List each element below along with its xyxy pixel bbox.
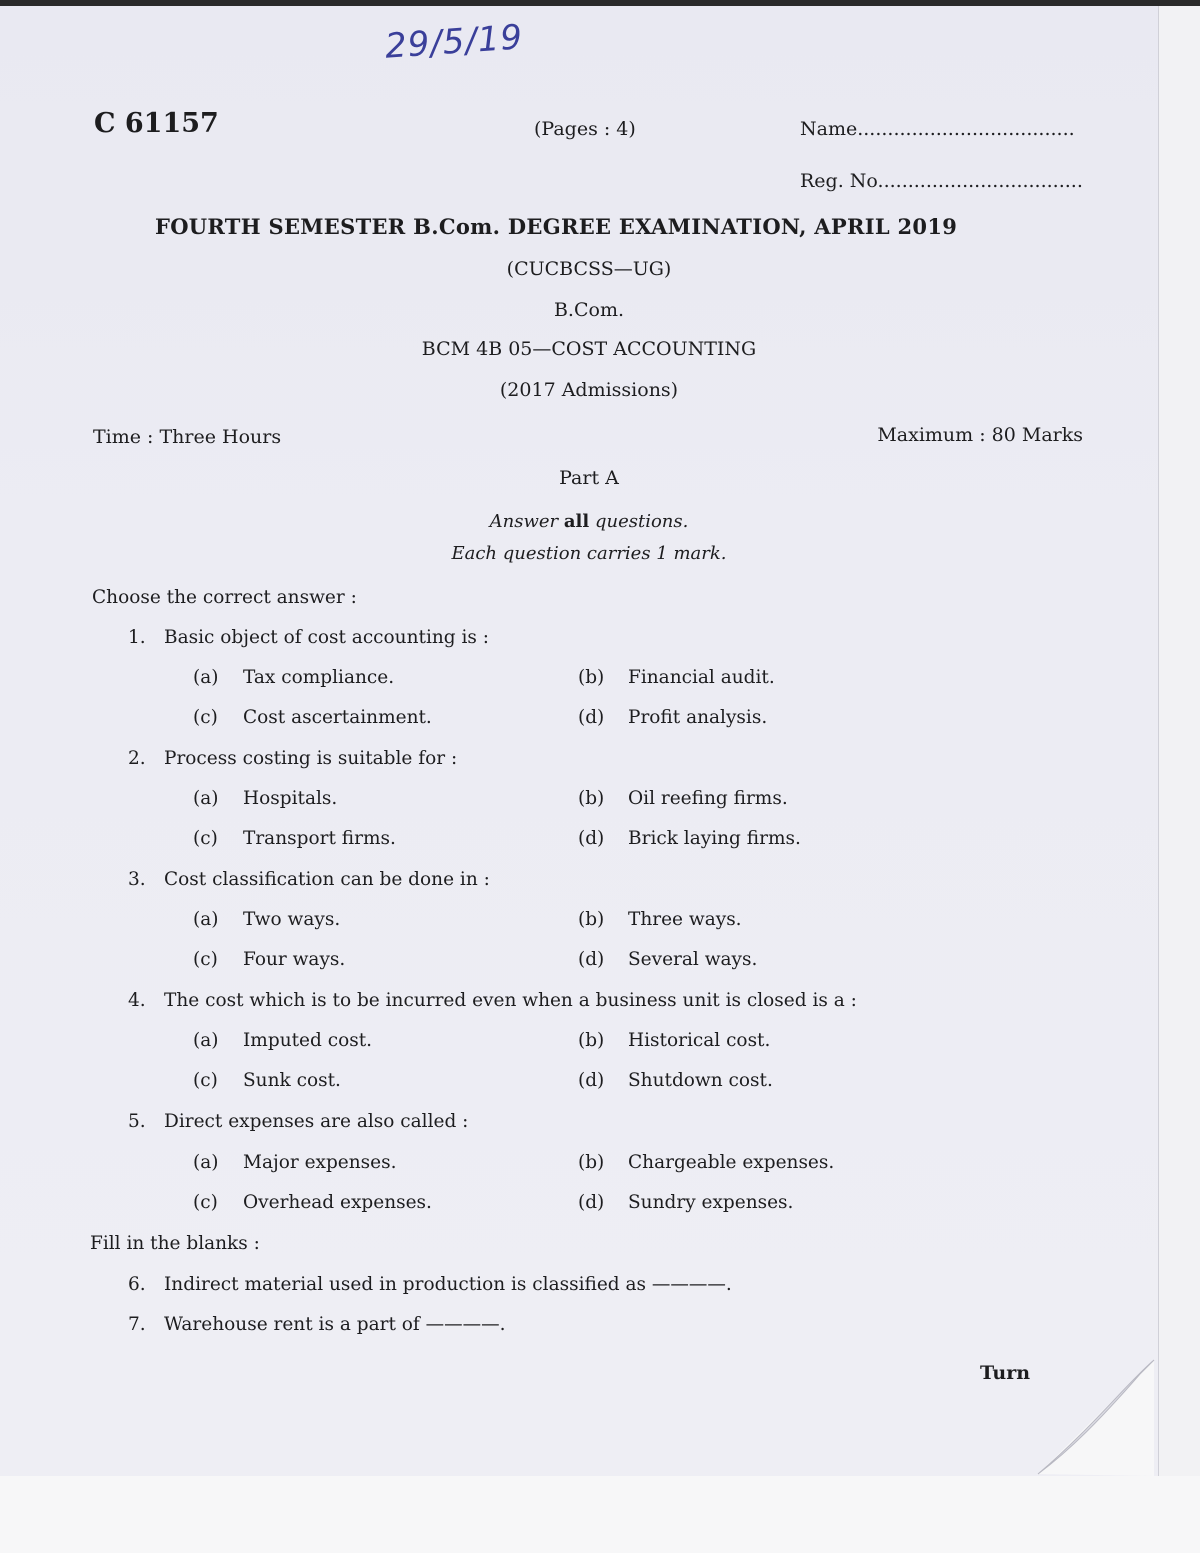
instruction-bold: all — [563, 511, 590, 532]
turn-over-label: Turn — [980, 1362, 1031, 1384]
option-text: Shutdown cost. — [628, 1070, 773, 1091]
option-text: Four ways. — [243, 949, 346, 970]
reg-no-label: Reg. No — [800, 170, 878, 192]
option-label: (a) — [193, 1030, 219, 1051]
option — [193, 828, 396, 849]
instruction-suffix: questions. — [594, 511, 689, 532]
option-text: Imputed cost. — [243, 1030, 373, 1051]
question-text: Warehouse rent is a part of ————. — [164, 1314, 506, 1335]
option — [193, 707, 432, 728]
option — [578, 1152, 834, 1173]
question-number: 6. — [128, 1274, 146, 1295]
reg-no-dots: .................................. — [877, 170, 1083, 192]
part-heading: Part A — [559, 467, 619, 489]
question-number: 7. — [128, 1314, 146, 1335]
instruction-prefix: Answer — [489, 511, 559, 532]
question-number: 1. — [128, 627, 146, 648]
question-number: 4. — [128, 990, 146, 1011]
option-label: (c) — [193, 1192, 218, 1213]
instruction-answer-all — [0, 511, 1178, 532]
option — [193, 1192, 432, 1213]
instruction-marks — [0, 543, 1178, 564]
max-marks: Maximum : 80 Marks — [877, 424, 1083, 446]
option-text: Transport firms. — [243, 828, 396, 849]
option-text: Overhead expenses. — [243, 1192, 432, 1213]
option-label: (b) — [578, 1152, 605, 1173]
handwritten-date: 29/5/19 — [383, 17, 525, 67]
option-text: Oil reefing firms. — [628, 788, 788, 809]
page-count: (Pages : 4) — [534, 118, 636, 140]
option — [578, 707, 767, 728]
question-number: 3. — [128, 869, 146, 890]
course-title: BCM 4B 05—COST ACCOUNTING — [421, 338, 757, 360]
option-text: Three ways. — [628, 909, 742, 930]
admissions: (2017 Admissions) — [499, 379, 679, 401]
choose-label: Choose the correct answer : — [92, 587, 357, 608]
option-label: (a) — [193, 1152, 219, 1173]
option-text: Profit analysis. — [628, 707, 768, 728]
option-label: (d) — [578, 828, 605, 849]
option — [193, 1152, 396, 1173]
reg-no-field — [800, 170, 1083, 192]
option — [193, 667, 394, 688]
question-text: Direct expenses are also called : — [164, 1111, 469, 1132]
option-label: (a) — [193, 667, 219, 688]
instruction-marks-text: Each question carries 1 mark. — [451, 543, 727, 564]
option — [578, 1070, 773, 1091]
option — [578, 828, 801, 849]
option-text: Two ways. — [243, 909, 341, 930]
scan-background — [0, 1476, 1200, 1553]
option — [578, 1030, 770, 1051]
name-dots: .................................... — [857, 118, 1075, 140]
option — [193, 1030, 372, 1051]
option-text: Brick laying firms. — [628, 828, 801, 849]
question-text: Indirect material used in production is classified as ————. — [164, 1274, 732, 1295]
option — [193, 909, 340, 930]
option-label: (b) — [578, 1030, 605, 1051]
page-curl-graphic — [1030, 1340, 1160, 1476]
question-number: 5. — [128, 1111, 146, 1132]
option — [578, 788, 788, 809]
option-text: Hospitals. — [243, 788, 338, 809]
option-text: Historical cost. — [628, 1030, 771, 1051]
option-label: (d) — [578, 707, 605, 728]
option-label: (a) — [193, 788, 219, 809]
option-text: Sundry expenses. — [628, 1192, 794, 1213]
option — [193, 949, 345, 970]
option-label: (c) — [193, 707, 218, 728]
option-label: (a) — [193, 909, 219, 930]
question-text: Cost classification can be done in : — [164, 869, 490, 890]
option — [193, 1070, 341, 1091]
degree: B.Com. — [553, 299, 625, 321]
name-label: Name — [800, 118, 858, 140]
option-label: (d) — [578, 1192, 605, 1213]
option-label: (c) — [193, 828, 218, 849]
exam-title: FOURTH SEMESTER B.Com. DEGREE EXAMINATION, APRIL 2019 — [155, 214, 958, 239]
option-label: (c) — [193, 949, 218, 970]
option-label: (d) — [578, 1070, 605, 1091]
option-label: (d) — [578, 949, 605, 970]
option-text: Sunk cost. — [243, 1070, 341, 1091]
option-text: Financial audit. — [628, 667, 775, 688]
option — [578, 909, 742, 930]
option-label: (c) — [193, 1070, 218, 1091]
option-text: Chargeable expenses. — [628, 1152, 835, 1173]
option — [193, 788, 337, 809]
option — [578, 1192, 793, 1213]
option-label: (b) — [578, 667, 605, 688]
option-label: (b) — [578, 788, 605, 809]
name-field — [800, 118, 1075, 140]
question-text: Process costing is suitable for : — [164, 748, 458, 769]
option — [578, 667, 775, 688]
option-text: Cost ascertainment. — [243, 707, 432, 728]
question-text: Basic object of cost accounting is : — [164, 627, 490, 648]
option-label: (b) — [578, 909, 605, 930]
option-text: Several ways. — [628, 949, 758, 970]
option-text: Major expenses. — [243, 1152, 397, 1173]
question-text: The cost which is to be incurred even when a business unit is closed is a : — [164, 990, 857, 1011]
question-number: 2. — [128, 748, 146, 769]
paper-code: C 61157 — [94, 108, 219, 139]
fill-blanks-label: Fill in the blanks : — [90, 1233, 260, 1254]
time-duration: Time : Three Hours — [93, 426, 282, 448]
option — [578, 949, 757, 970]
option-text: Tax compliance. — [243, 667, 395, 688]
scheme: (CUCBCSS—UG) — [506, 258, 672, 280]
